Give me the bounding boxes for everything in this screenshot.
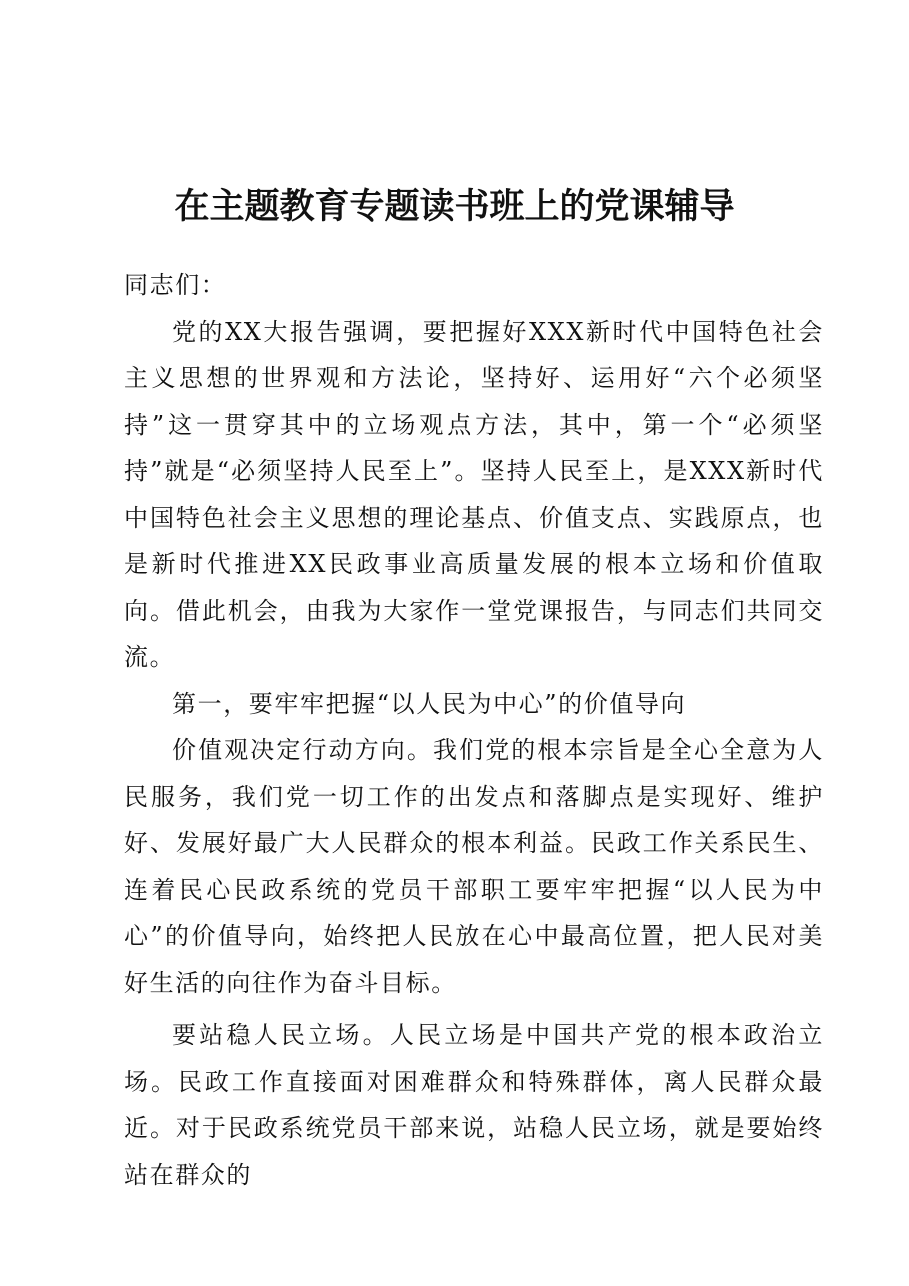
paragraph-people-stance: 要站稳人民立场。人民立场是中国共产党的根本政治立场。民政工作直接面对困难群众和特殊群体，离人民群众最近。对于民政系统党员干部来说，站稳人民立场，就是要始终站在群众的 xyxy=(124,1021,824,1189)
section-heading-first: 第一，要牢牢把握“以人民为中心”的价值导向 xyxy=(172,689,687,718)
salutation: 同志们： xyxy=(124,271,227,299)
paragraph-intro: 党的XX大报告强调，要把握好XXX新时代中国特色社会主义思想的世界观和方法论，坚持好、运用好“六个必须坚持”这一贯穿其中的立场观点方法，其中，第一个“必须坚持”就是“必须坚持人民至上”。坚持人民至上，是XXX新时代中国特色社会主义思想的理论基点、价值支点、实践原点，也是新时代推进XX民政事业高质量发展的根本立场和价值取向。借此机会，由我为大家作一堂党课报告，与同志们共同交流。 xyxy=(124,317,824,671)
document-title: 在主题教育专题读书班上的党课辅导 xyxy=(174,186,735,227)
paragraph-values: 价值观决定行动方向。我们党的根本宗旨是全心全意为人民服务，我们党一切工作的出发点和落脚点是实现好、维护好、发展好最广大人民群众的根本利益。民政工作关系民生、连着民心民政系统的党员干部职工要牢牢把握“以人民为中心”的价值导向，始终把人民放在心中最高位置，把人民对美好生活的向往作为奋斗目标。 xyxy=(124,736,824,997)
document-body xyxy=(124,262,824,1198)
